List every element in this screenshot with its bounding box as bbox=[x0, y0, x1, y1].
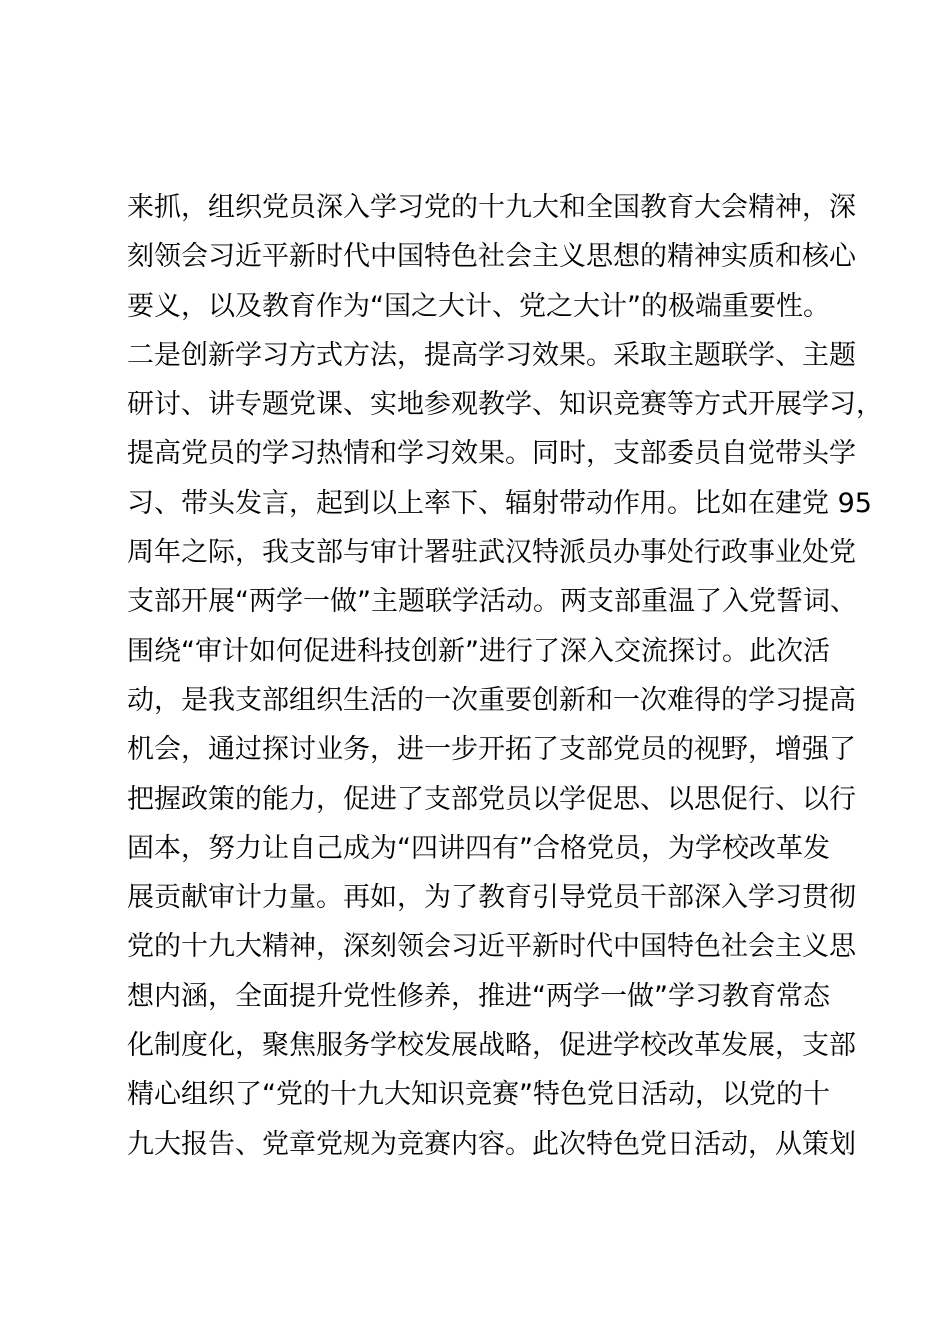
text-line: 习、带头发言，起到以上率下、辐射带动作用。比如在建党 95 bbox=[127, 487, 872, 519]
text-line: 机会，通过探讨业务，进一步开拓了支部党员的视野，增强了 bbox=[127, 734, 856, 766]
text-line: 二是创新学习方式方法，提高学习效果。采取主题联学、主题 bbox=[127, 339, 856, 371]
text-line: 周年之际，我支部与审计署驻武汉特派员办事处行政事业处党 bbox=[127, 537, 856, 569]
text-line: 党的十九大精神，深刻领会习近平新时代中国特色社会主义思 bbox=[127, 931, 856, 963]
text-line: 要义，以及教育作为“国之大计、党之大计”的极端重要性。 bbox=[127, 290, 830, 322]
text-line: 想内涵，全面提升党性修养，推进“两学一做”学习教育常态 bbox=[127, 980, 830, 1012]
text-line: 把握政策的能力，促进了支部党员以学促思、以思促行、以行 bbox=[127, 783, 856, 815]
body-paragraph bbox=[127, 183, 883, 1169]
text-line: 九大报告、党章党规为竞赛内容。此次特色党日活动，从策划 bbox=[127, 1128, 856, 1160]
text-line: 动，是我支部组织生活的一次重要创新和一次难得的学习提高 bbox=[127, 684, 856, 716]
text-line: 围绕“审计如何促进科技创新”进行了深入交流探讨。此次活 bbox=[127, 635, 830, 667]
text-line: 刻领会习近平新时代中国特色社会主义思想的精神实质和核心 bbox=[127, 241, 856, 273]
text-line: 提高党员的学习热情和学习效果。同时，支部委员自觉带头学 bbox=[127, 438, 856, 470]
text-line: 精心组织了“党的十九大知识竞赛”特色党日活动，以党的十 bbox=[127, 1079, 830, 1111]
text-line: 固本，努力让自己成为“四讲四有”合格党员，为学校改革发 bbox=[127, 832, 830, 864]
text-line: 研讨、讲专题党课、实地参观教学、知识竞赛等方式开展学习， bbox=[127, 389, 883, 421]
text-line: 支部开展“两学一做”主题联学活动。两支部重温了入党誓词、 bbox=[127, 586, 857, 618]
text-line: 来抓，组织党员深入学习党的十九大和全国教育大会精神，深 bbox=[127, 192, 856, 223]
text-line: 展贡献审计力量。再如，为了教育引导党员干部深入学习贯彻 bbox=[127, 882, 856, 914]
text-line: 化制度化，聚焦服务学校发展战略，促进学校改革发展，支部 bbox=[127, 1030, 856, 1062]
